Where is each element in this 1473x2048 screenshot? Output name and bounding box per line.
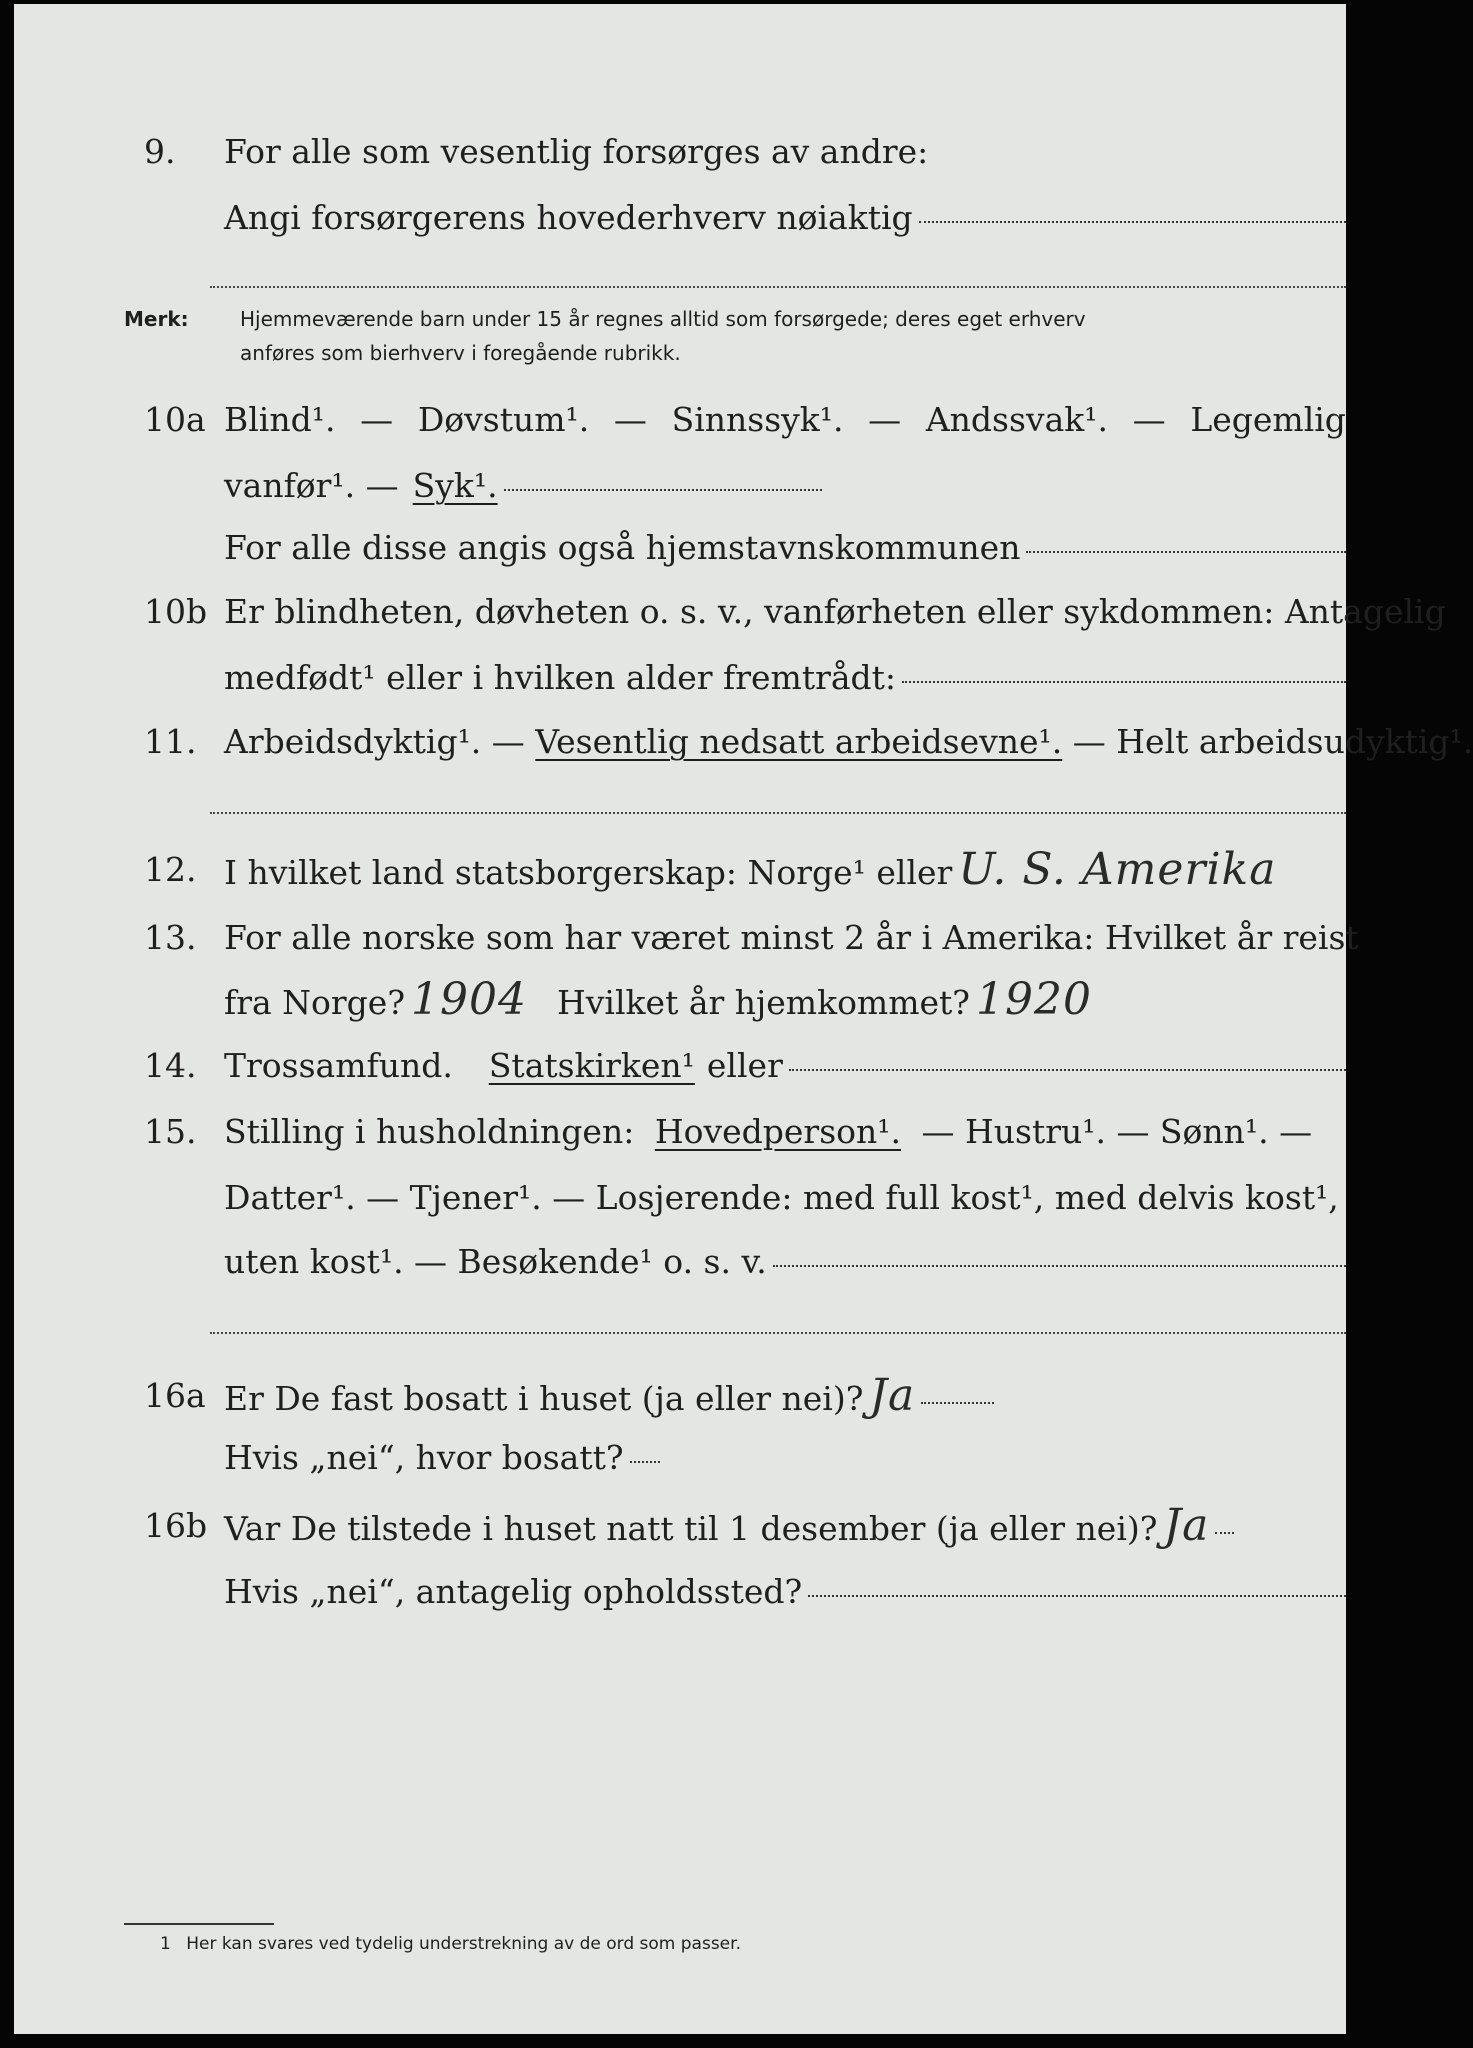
- q10a-option-vanfor: vanfør¹. —: [224, 466, 399, 505]
- q10a-hjemstavn-question: For alle disse angis også hjemstavnskommunen: [224, 528, 1021, 567]
- q13-hjemkommet-answer[interactable]: 1920: [976, 974, 1092, 1025]
- merk-label: Merk:: [124, 307, 189, 331]
- q11-line: [144, 720, 1473, 764]
- q14-answer-field[interactable]: [789, 1069, 1346, 1071]
- q10b-question-2: medfødt¹ eller i hvilken alder fremtrådt:: [224, 658, 897, 697]
- q10b-answer-field[interactable]: [902, 681, 1346, 683]
- q16a-question: Er De fast bosatt i huset (ja eller nei)?: [224, 1379, 864, 1418]
- q14-statskirken-underlined: Statskirken¹: [488, 1046, 695, 1085]
- census-form-page: [14, 4, 1473, 2034]
- q13-number: 13.: [144, 918, 197, 957]
- q16a-bosatt-question: Hvis „nei“, hvor bosatt?: [224, 1438, 624, 1477]
- q16a-line1: [144, 1370, 994, 1421]
- q9-line2: [224, 196, 1346, 240]
- q10a-option-sinnssyk: Sinnssyk¹.: [671, 400, 844, 439]
- q16b-opholdssted-question: Hvis „nei“, antagelig opholdssted?: [224, 1572, 803, 1611]
- q16b-line1: [144, 1500, 1234, 1551]
- q10a-dash-1: —: [360, 400, 394, 439]
- q15-line1: [144, 1110, 1346, 1154]
- q13-line2: [224, 974, 1346, 1025]
- q10a-dash-3: —: [868, 400, 902, 439]
- q16b-handwritten-answer[interactable]: Ja: [1163, 1500, 1210, 1551]
- q14-label: Trossamfund.: [224, 1046, 453, 1085]
- q16b-question: Var De tilstede i huset natt til 1 desember (ja eller nei)?: [224, 1509, 1158, 1548]
- merk-text-2: anføres som bierhverv i foregående rubrikk.: [240, 341, 681, 365]
- q13-reist-answer[interactable]: 1904: [411, 974, 528, 1025]
- q9-question: For alle som vesentlig forsørges av andre:: [224, 132, 929, 171]
- q15-number: 15.: [144, 1112, 197, 1151]
- q14-number: 14.: [144, 1046, 197, 1085]
- q12-line: [144, 844, 1346, 895]
- q16b-line2: [224, 1570, 1346, 1614]
- merk-text-1: Hjemmeværende barn under 15 år regnes alltid som forsørgede; deres eget erhverv: [240, 307, 1086, 331]
- q11-answer-line[interactable]: [210, 812, 1346, 814]
- q15-options-1: — Hustru¹. — Sønn¹. —: [921, 1112, 1313, 1151]
- q15-hovedperson-underlined: Hovedperson¹.: [654, 1112, 901, 1151]
- q15-extra-answer-line[interactable]: [210, 1332, 1346, 1334]
- q9-question-2: Angi forsørgerens hovederhverv nøiaktig: [224, 198, 913, 237]
- q11-option-nedsatt-underlined: Vesentlig nedsatt arbeidsevne¹.: [535, 722, 1063, 761]
- q10a-hjemstavn-field[interactable]: [1026, 551, 1346, 553]
- q10a-number: 10a: [144, 400, 206, 439]
- q11-option-udyktig: — Helt arbeidsudyktig¹.: [1072, 722, 1473, 761]
- q13-line1: [144, 916, 1359, 960]
- q10a-line3: [224, 526, 1346, 570]
- q10a-option-legemlig: Legemlig: [1190, 400, 1346, 439]
- q15-line2: Datter¹. — Tjener¹. — Losjerende: med full kost¹, med delvis kost¹,: [224, 1178, 1339, 1217]
- q10a-line2: [224, 464, 822, 508]
- q10a-option-dovstum: Døvstum¹.: [417, 400, 590, 439]
- q10b-line2: [224, 656, 1346, 700]
- q10b-line1: [144, 590, 1446, 634]
- footnote: [160, 1934, 741, 1954]
- q16a-number: 16a: [144, 1376, 206, 1415]
- q10a-answer-field[interactable]: [504, 489, 822, 491]
- q14-line: [144, 1044, 1346, 1088]
- q15-line3: [224, 1240, 1346, 1284]
- q9-line1: [144, 130, 1346, 174]
- q13-reist-label: fra Norge?: [224, 983, 406, 1022]
- q12-handwritten-answer[interactable]: U. S. Amerika: [958, 844, 1277, 895]
- q12-number: 12.: [144, 850, 197, 889]
- footnote-text: Her kan svares ved tydelig understrekning av de ord som passer.: [186, 1934, 741, 1954]
- q16a-answer-field[interactable]: [921, 1402, 994, 1404]
- q10a-dash-2: —: [613, 400, 647, 439]
- q10a-option-andssvak: Andssvak¹.: [925, 400, 1108, 439]
- q10a-line1: [144, 398, 1346, 442]
- q12-question: I hvilket land statsborgerskap: Norge¹ eller: [224, 853, 953, 892]
- q15-options-3: uten kost¹. — Besøkende¹ o. s. v.: [224, 1242, 767, 1281]
- q15-answer-field[interactable]: [773, 1265, 1346, 1267]
- q11-number: 11.: [144, 722, 197, 761]
- q14-eller: eller: [706, 1046, 783, 1085]
- q9-answer-field[interactable]: [919, 221, 1346, 223]
- q16b-answer-field[interactable]: [1215, 1532, 1234, 1534]
- q15-label: Stilling i husholdningen:: [224, 1112, 635, 1151]
- footnote-mark: 1: [160, 1934, 171, 1954]
- q10b-question: Er blindheten, døvheten o. s. v., vanførheten eller sykdommen: Antagelig: [224, 592, 1446, 631]
- q10b-number: 10b: [144, 592, 208, 631]
- footnote-rule: [124, 1923, 274, 1925]
- q16a-bosatt-field[interactable]: [630, 1461, 660, 1463]
- q9-extra-answer-line[interactable]: [210, 286, 1346, 288]
- q16a-handwritten-answer[interactable]: Ja: [869, 1370, 916, 1421]
- q16b-number: 16b: [144, 1506, 208, 1545]
- q9-number: 9.: [144, 132, 176, 171]
- q13-question: For alle norske som har været minst 2 år i Amerika: Hvilket år reist: [224, 918, 1359, 957]
- q16b-opholdssted-field[interactable]: [808, 1595, 1346, 1597]
- q13-hjemkommet-label: Hvilket år hjemkommet?: [557, 983, 970, 1022]
- q10a-option-syk-underlined: Syk¹.: [412, 466, 498, 505]
- q11-option-arbeidsdyktig: Arbeidsdyktig¹. —: [224, 722, 525, 761]
- merk-note: [124, 302, 1346, 370]
- q10a-dash-4: —: [1132, 400, 1166, 439]
- q16a-line2: [224, 1436, 660, 1480]
- q10a-option-blind: Blind¹.: [224, 400, 336, 439]
